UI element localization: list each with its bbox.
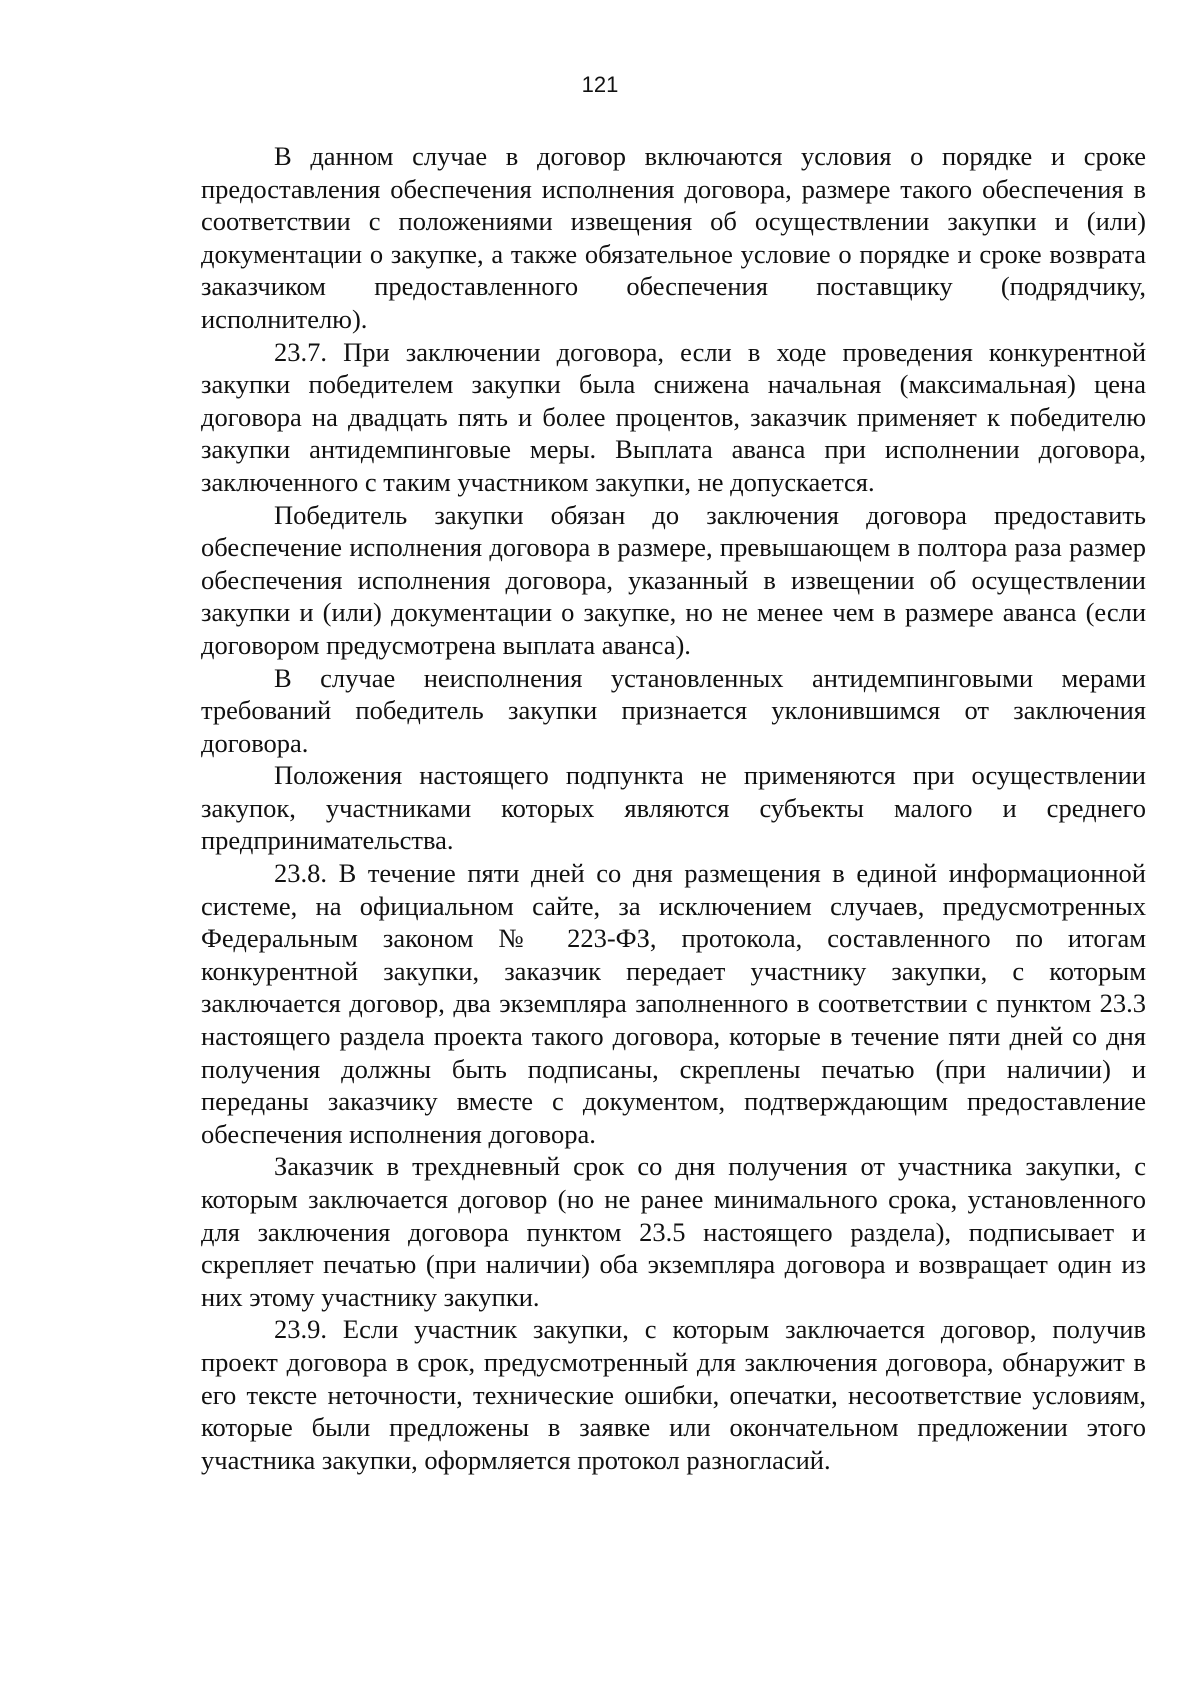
- page-number: 121: [581, 72, 619, 97]
- paragraph-23-9: 23.9. Если участник закупки, с которым заключается договор, получив проект договора в срок, предусмотренный для заключения договора, обнаружит в его тексте неточности, технические ошибки, опечатки, несоответствие условиям, которые были предложены в заявке или окончательном предложении этого участника закупки, оформляется протокол разногласий.: [201, 1314, 1146, 1475]
- document-body: [201, 140, 1146, 1476]
- paragraph-security-terms: В данном случае в договор включаются условия о порядке и сроке предоставления обеспечения исполнения договора, размере такого обеспечения в соответствии с положениями извещения об осуществлении закупки и (или) документации о закупке, а также обязательное условие о порядке и сроке возврата заказчиком предоставленного обеспечения поставщику (подрядчику, исполнителю).: [201, 141, 1146, 334]
- paragraph-sme-exception: Положения настоящего подпункта не применяются при осуществлении закупок, участниками которых являются субъекты малого и среднего предпринимательства.: [201, 760, 1146, 856]
- paragraph-non-fulfillment: В случае неисполнения установленных антидемпинговыми мерами требований победитель закупки признается уклонившимся от заключения договора.: [201, 662, 1146, 758]
- paragraph-23-7: 23.7. При заключении договора, если в ходе проведения конкурентной закупки победителем закупки была снижена начальная (максимальная) цена договора на двадцать пять и более процентов, заказчик применяет к победителю закупки антидемпинговые меры. Выплата аванса при исполнении договора, заключенного с таким участником закупки, не допускается.: [201, 336, 1146, 497]
- paragraph-winner-obligation: Победитель закупки обязан до заключения договора предоставить обеспечение исполнения договора в размере, превышающем в полтора раза размер обеспечения исполнения договора, указанный в извещении об осуществлении закупки и (или) документации о закупке, но не менее чем в размере аванса (если договором предусмотрена выплата аванса).: [201, 499, 1146, 660]
- paragraph-customer-signing: Заказчик в трехдневный срок со дня получения от участника закупки, с которым заключается договор (но не ранее минимального срока, установленного для заключения договора пунктом 23.5 настоящего раздела), подписывает и скрепляет печатью (при наличии) оба экземпляра договора и возвращает один из них этому участнику закупки.: [201, 1151, 1146, 1312]
- paragraph-23-8: 23.8. В течение пяти дней со дня размещения в единой информационной системе, на официальном сайте, за исключением случаев, предусмотренных Федеральным законом № 223-ФЗ, протокола, составленного по итогам конкурентной закупки, заказчик передает участнику закупки, с которым заключается договор, два экземпляра заполненного в соответствии с пунктом 23.3 настоящего раздела проекта такого договора, которые в течение пяти дней со дня получения должны быть подписаны, скреплены печатью (при наличии) и переданы заказчику вместе с документом, подтверждающим предоставление обеспечения исполнения договора.: [201, 858, 1146, 1149]
